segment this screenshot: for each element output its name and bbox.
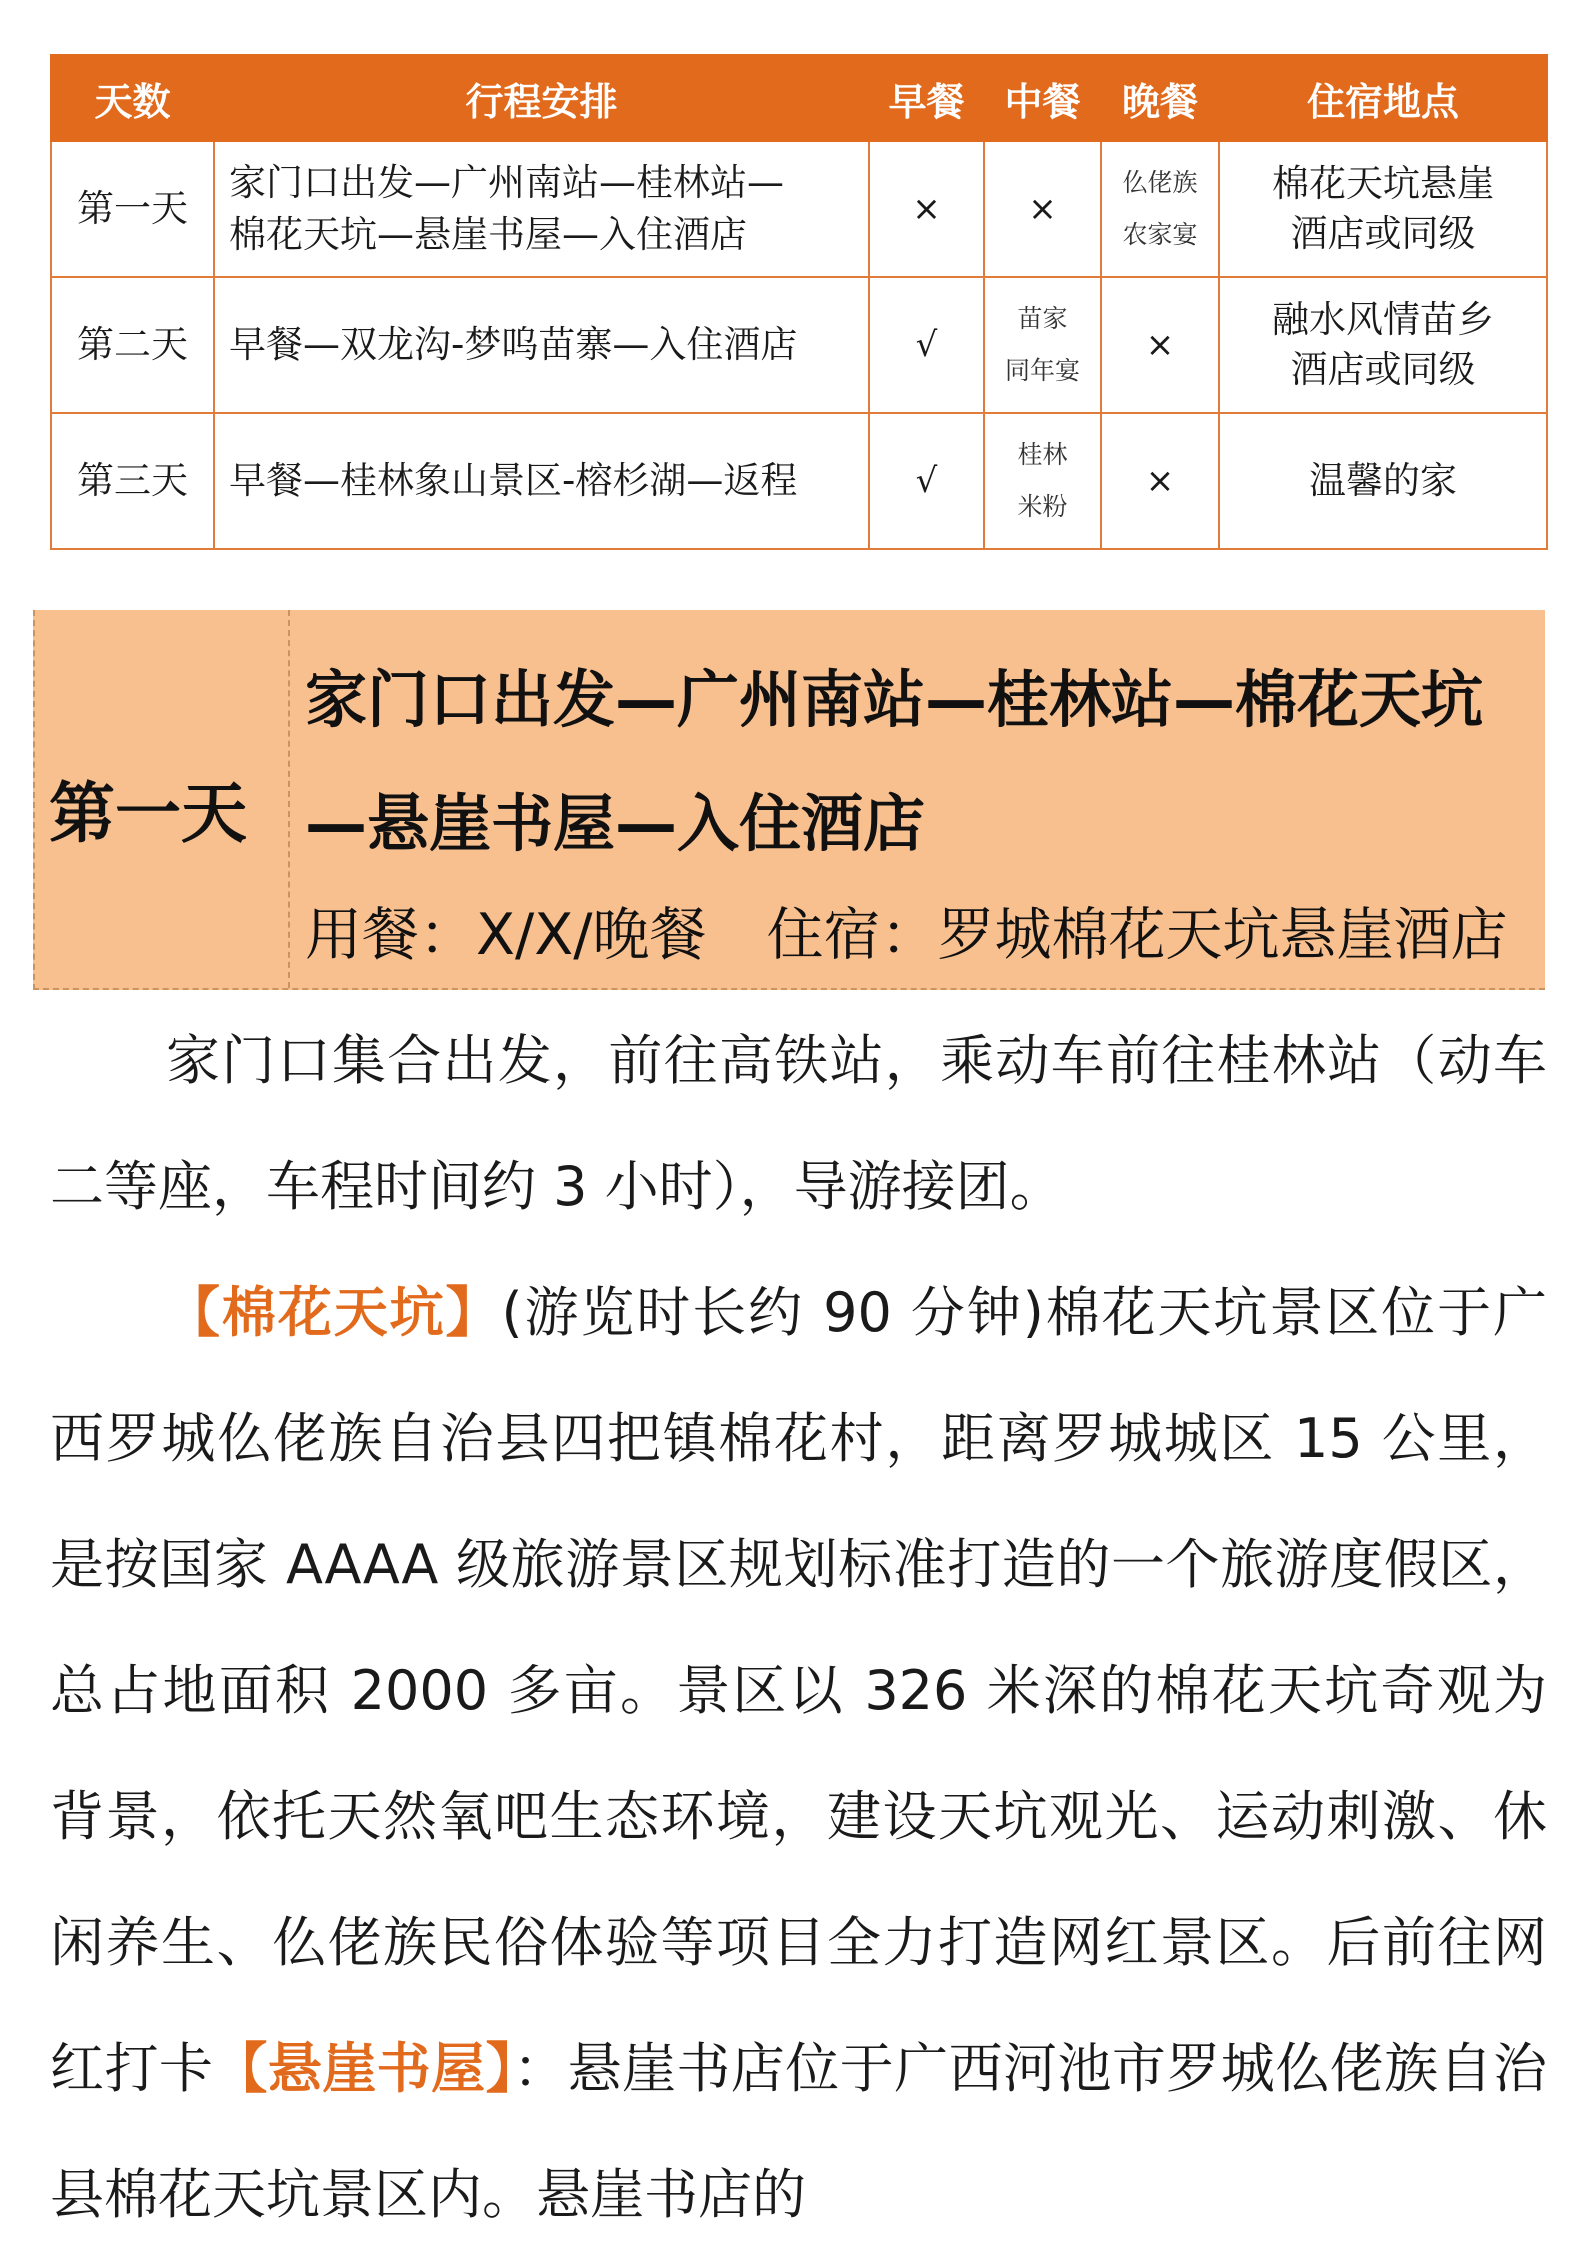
dinner-cell: × bbox=[1101, 277, 1219, 413]
table-row bbox=[51, 277, 1547, 413]
table-header-row bbox=[51, 55, 1547, 141]
breakfast-cell: √ bbox=[869, 277, 984, 413]
paragraph-departure: 家门口集合出发，前往高铁站，乘动车前往桂林站（动车二等座，车程时间约 3 小时），导游接团。 bbox=[50, 1029, 1547, 1218]
hotel-line: 酒店或同级 bbox=[1290, 348, 1476, 391]
meal-line: 苗家 bbox=[1017, 304, 1068, 333]
highlight-cliff-bookstore: 【悬崖书屋】 bbox=[213, 2037, 514, 2100]
day1-description bbox=[50, 998, 1547, 2258]
day1-meta bbox=[305, 890, 1545, 980]
header-breakfast: 早餐 bbox=[869, 55, 984, 141]
route-line: 家门口出发—广州南站—桂林站— bbox=[229, 161, 784, 204]
lunch-cell bbox=[984, 277, 1101, 413]
breakfast-cell: √ bbox=[869, 413, 984, 549]
hotel-line: 酒店或同级 bbox=[1290, 212, 1476, 255]
hotel-cell bbox=[1219, 277, 1547, 413]
day-cell: 第二天 bbox=[51, 277, 214, 413]
paragraph-text: (游览时长约 90 分钟)棉花天坑景区位于广西罗城仫佬族自治县四把镇棉花村，距离罗城城区 15 公里，是按国家 AAAA 级旅游景区规划标准打造的一个旅游度假区，总占地面积 2000 多亩。景区以 326 米深的棉花天坑奇观为背景，依托天然氧吧生态环境，建设天坑观光、运动刺激、休闲养生、仫佬族民俗体验等项目全力打造网红景区。后前往网红打卡 bbox=[50, 1281, 1547, 2100]
header-hotel: 住宿地点 bbox=[1219, 55, 1547, 141]
day-cell: 第三天 bbox=[51, 413, 214, 549]
meal-line: 桂林 bbox=[1017, 440, 1068, 469]
day1-meals: 用餐：X/X/晚餐 bbox=[305, 902, 707, 968]
meal-line: 米粉 bbox=[1017, 492, 1068, 521]
route-cell: 早餐—双龙沟-梦呜苗寨—入住酒店 bbox=[214, 277, 869, 413]
itinerary-table bbox=[50, 54, 1548, 550]
route-line: 棉花天坑—悬崖书屋—入住酒店 bbox=[229, 213, 747, 256]
hotel-line: 棉花天坑悬崖 bbox=[1272, 162, 1494, 205]
table-row bbox=[51, 141, 1547, 277]
hotel-cell: 温馨的家 bbox=[1219, 413, 1547, 549]
meal-line: 农家宴 bbox=[1122, 220, 1198, 249]
header-day: 天数 bbox=[51, 55, 214, 141]
dinner-cell: × bbox=[1101, 413, 1219, 549]
hotel-line: 融水风情苗乡 bbox=[1272, 298, 1494, 341]
paragraph-cotton-sinkhole bbox=[50, 1250, 1547, 2258]
day-cell: 第一天 bbox=[51, 141, 214, 277]
table-row bbox=[51, 413, 1547, 549]
day1-banner bbox=[33, 610, 1545, 990]
lunch-cell bbox=[984, 413, 1101, 549]
meal-line: 同年宴 bbox=[1004, 356, 1080, 385]
day1-label: 第一天 bbox=[49, 775, 247, 852]
day1-title: 家门口出发—广州南站—桂林站—棉花天坑—悬崖书屋—入住酒店 bbox=[305, 663, 1484, 860]
highlight-cotton-sinkhole: 【棉花天坑】 bbox=[166, 1281, 502, 1344]
header-lunch: 中餐 bbox=[984, 55, 1101, 141]
dinner-cell bbox=[1101, 141, 1219, 277]
meal-line: 仫佬族 bbox=[1122, 168, 1198, 197]
breakfast-cell: × bbox=[869, 141, 984, 277]
route-cell: 早餐—桂林象山景区-榕杉湖—返程 bbox=[214, 413, 869, 549]
header-route: 行程安排 bbox=[214, 55, 869, 141]
lunch-cell: × bbox=[984, 141, 1101, 277]
paragraph-text: ：悬崖书店位于广西河池市罗城仫佬族自治县棉花天坑景区内。悬崖书店的 bbox=[50, 2037, 1548, 2226]
header-dinner: 晚餐 bbox=[1101, 55, 1219, 141]
banner-divider bbox=[288, 610, 290, 988]
route-cell bbox=[214, 141, 869, 277]
hotel-cell bbox=[1219, 141, 1547, 277]
day1-lodging: 住宿：罗城棉花天坑悬崖酒店 bbox=[766, 902, 1508, 968]
